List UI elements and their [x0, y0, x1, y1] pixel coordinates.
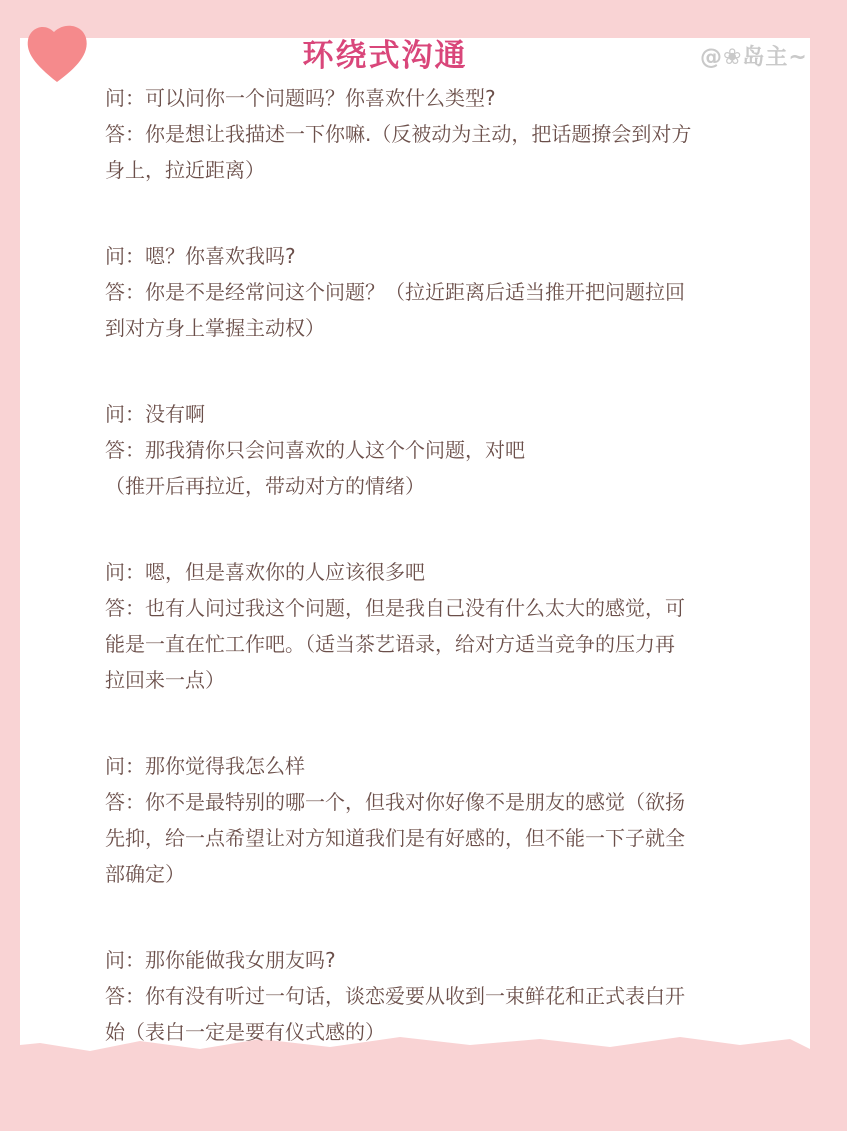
text-line: 问：那你能做我女朋友吗?: [105, 948, 336, 972]
text-line: 问：可以问你一个问题吗？你喜欢什么类型?: [105, 86, 496, 110]
dialogue-block: [105, 554, 745, 698]
text-line: 答：你不是最特别的哪一个，但我对你好像不是朋友的感觉（欲扬: [105, 790, 685, 814]
text-line: 能是一直在忙工作吧。（适当茶艺语录，给对方适当竞争的压力再: [105, 632, 675, 656]
dialogue-block: [105, 238, 745, 346]
dialogue-block: [105, 942, 745, 1050]
text-line: 拉回来一点）: [105, 668, 225, 692]
text-line: 答：你是想让我描述一下你嘛.（反被动为主动，把话题撩会到对方: [105, 122, 692, 146]
text-line: 问：没有啊: [105, 402, 205, 426]
text-line: 问：嗯，但是喜欢你的人应该很多吧: [105, 560, 425, 584]
text-line: （推开后再拉近，带动对方的情绪）: [105, 474, 425, 498]
dialogue-block: [105, 396, 745, 504]
text-line: 答：也有人问过我这个问题，但是我自己没有什么太大的感觉，可: [105, 596, 685, 620]
dialogue-block: [105, 80, 745, 188]
text-line: 先抑，给一点希望让对方知道我们是有好感的，但不能一下子就全: [105, 826, 685, 850]
text-line: 答：那我猜你只会问喜欢的人这个个问题，对吧: [105, 438, 525, 462]
text-line: 到对方身上掌握主动权）: [105, 316, 325, 340]
text-line: 身上，拉近距离）: [105, 158, 265, 182]
page-title: 环绕式沟通: [302, 38, 468, 74]
dialogue-block: [105, 748, 745, 892]
watermark: @❀岛主~: [700, 45, 808, 70]
text-line: 问：嗯？你喜欢我吗?: [105, 244, 296, 268]
text-line: 答：你是不是经常问这个问题？（拉近距离后适当推开把问题拉回: [105, 280, 685, 304]
text-line: 部确定）: [105, 862, 185, 886]
text-line: 问：那你觉得我怎么样: [105, 754, 305, 778]
text-line: 始（表白一定是要有仪式感的）: [105, 1020, 385, 1044]
dialogue-content: [105, 80, 745, 1100]
text-line: 答：你有没有听过一句话，谈恋爱要从收到一束鲜花和正式表白开: [105, 984, 685, 1008]
